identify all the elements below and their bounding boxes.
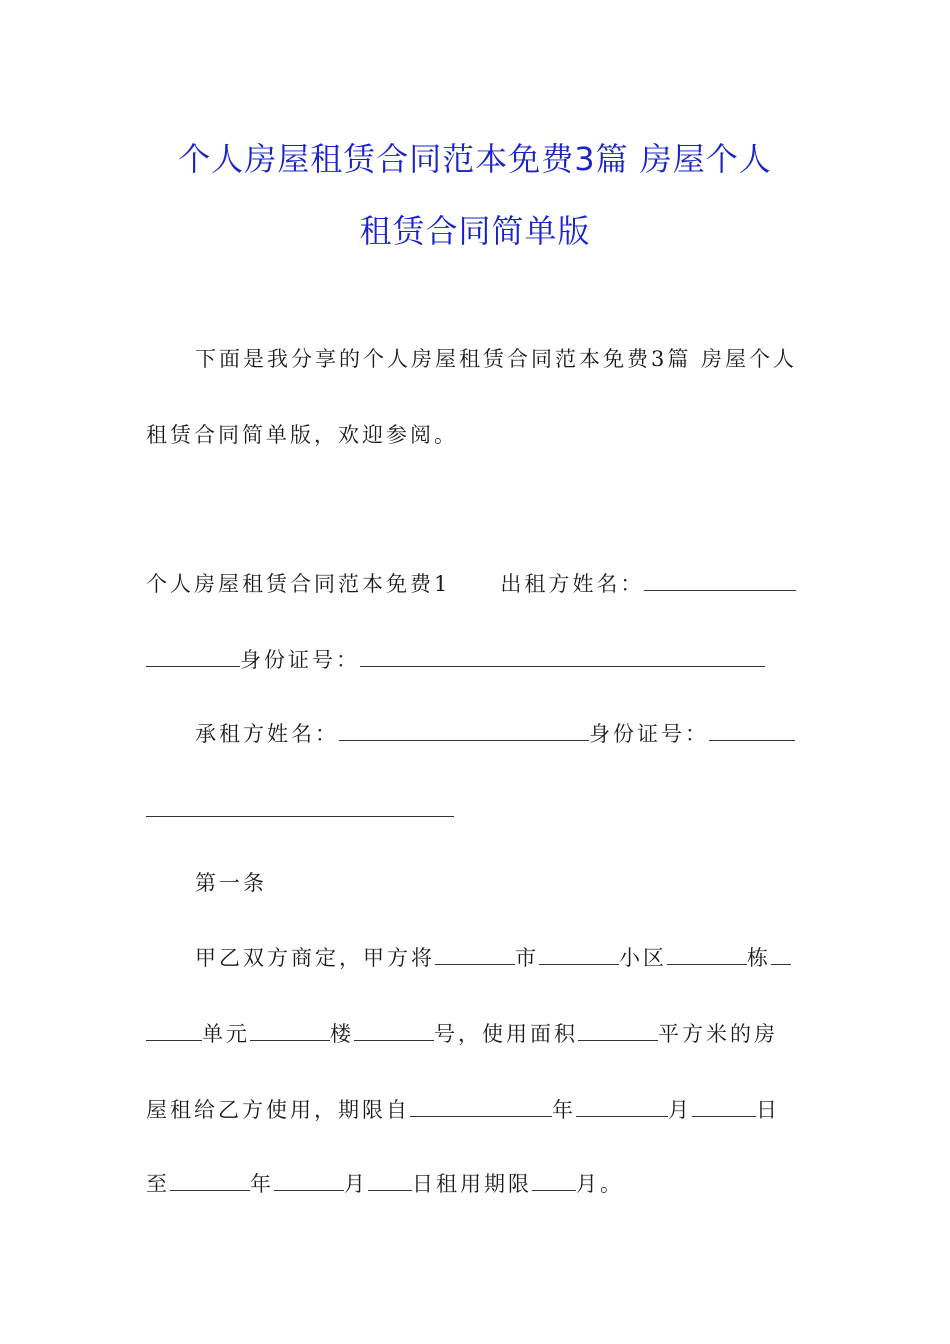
end-day-blank: [368, 1168, 412, 1191]
floor-blank: [250, 1018, 330, 1041]
article-1-heading: 第一条: [195, 871, 267, 895]
lessee-line: [195, 718, 795, 749]
number-label: 号，使用面积: [434, 1022, 578, 1046]
lessor-id-blank: [360, 644, 765, 667]
end-month-blank: [274, 1168, 344, 1191]
community-label: 小区: [619, 946, 667, 970]
lessee-name-label: 承租方姓名：: [195, 722, 339, 746]
lessor-line: [146, 568, 796, 599]
floor-label: 楼: [330, 1022, 354, 1046]
lessor-id-line: [146, 644, 765, 675]
term-start-text: 屋租给乙方使用，期限自: [146, 1098, 410, 1122]
city-blank: [435, 942, 515, 965]
unit-blank: [771, 942, 791, 965]
number-blank: [354, 1018, 434, 1041]
start-year-blank: [410, 1094, 552, 1117]
clause-line-1: [195, 942, 791, 973]
contract-heading: 个人房屋租赁合同范本免费1: [146, 572, 451, 596]
clause-line-3: [146, 1094, 780, 1125]
intro-line-1: 下面是我分享的个人房屋租赁合同范本免费3篇 房屋个人: [195, 347, 798, 371]
community-blank: [539, 942, 619, 965]
lessor-name-label: 出租方姓名：: [500, 572, 645, 596]
end-month-label: 月: [344, 1172, 368, 1196]
end-year-blank: [170, 1168, 250, 1191]
lessor-id-label: 身份证号：: [240, 648, 360, 672]
start-year-label: 年: [552, 1098, 576, 1122]
lessee-name-blank: [339, 718, 589, 741]
lessor-name-blank: [644, 568, 796, 591]
document-title-line-1: 个人房屋租赁合同范本免费3篇 房屋个人: [178, 140, 772, 178]
document-title-line-2: 租赁合同简单版: [359, 212, 591, 250]
area-label: 平方米的房: [658, 1022, 778, 1046]
lessee-id-label: 身份证号：: [589, 722, 709, 746]
lessee-id-blank-cont: [146, 794, 454, 817]
term-months-blank: [532, 1168, 576, 1191]
term-month-label: 月。: [576, 1172, 624, 1196]
start-month-blank: [576, 1094, 668, 1117]
end-year-label: 年: [250, 1172, 274, 1196]
unit-label: 单元: [202, 1022, 250, 1046]
city-label: 市: [515, 946, 539, 970]
lessee-id-blank: [709, 718, 795, 741]
to-label: 至: [146, 1172, 170, 1196]
clause-text: 甲乙双方商定，甲方将: [195, 946, 435, 970]
term-label: 日租用期限: [412, 1172, 532, 1196]
start-month-label: 月: [668, 1098, 692, 1122]
clause-line-2: [146, 1018, 778, 1049]
clause-line-4: [146, 1168, 624, 1199]
lessor-name-blank-cont: [146, 644, 240, 667]
area-blank: [578, 1018, 658, 1041]
building-label: 栋: [747, 946, 771, 970]
start-day-blank: [692, 1094, 756, 1117]
intro-line-2: 租赁合同简单版，欢迎参阅。: [146, 423, 458, 447]
building-blank: [667, 942, 747, 965]
lessee-id-line-cont: [146, 794, 454, 825]
unit-blank-cont: [146, 1018, 202, 1041]
start-day-label: 日: [756, 1098, 780, 1122]
